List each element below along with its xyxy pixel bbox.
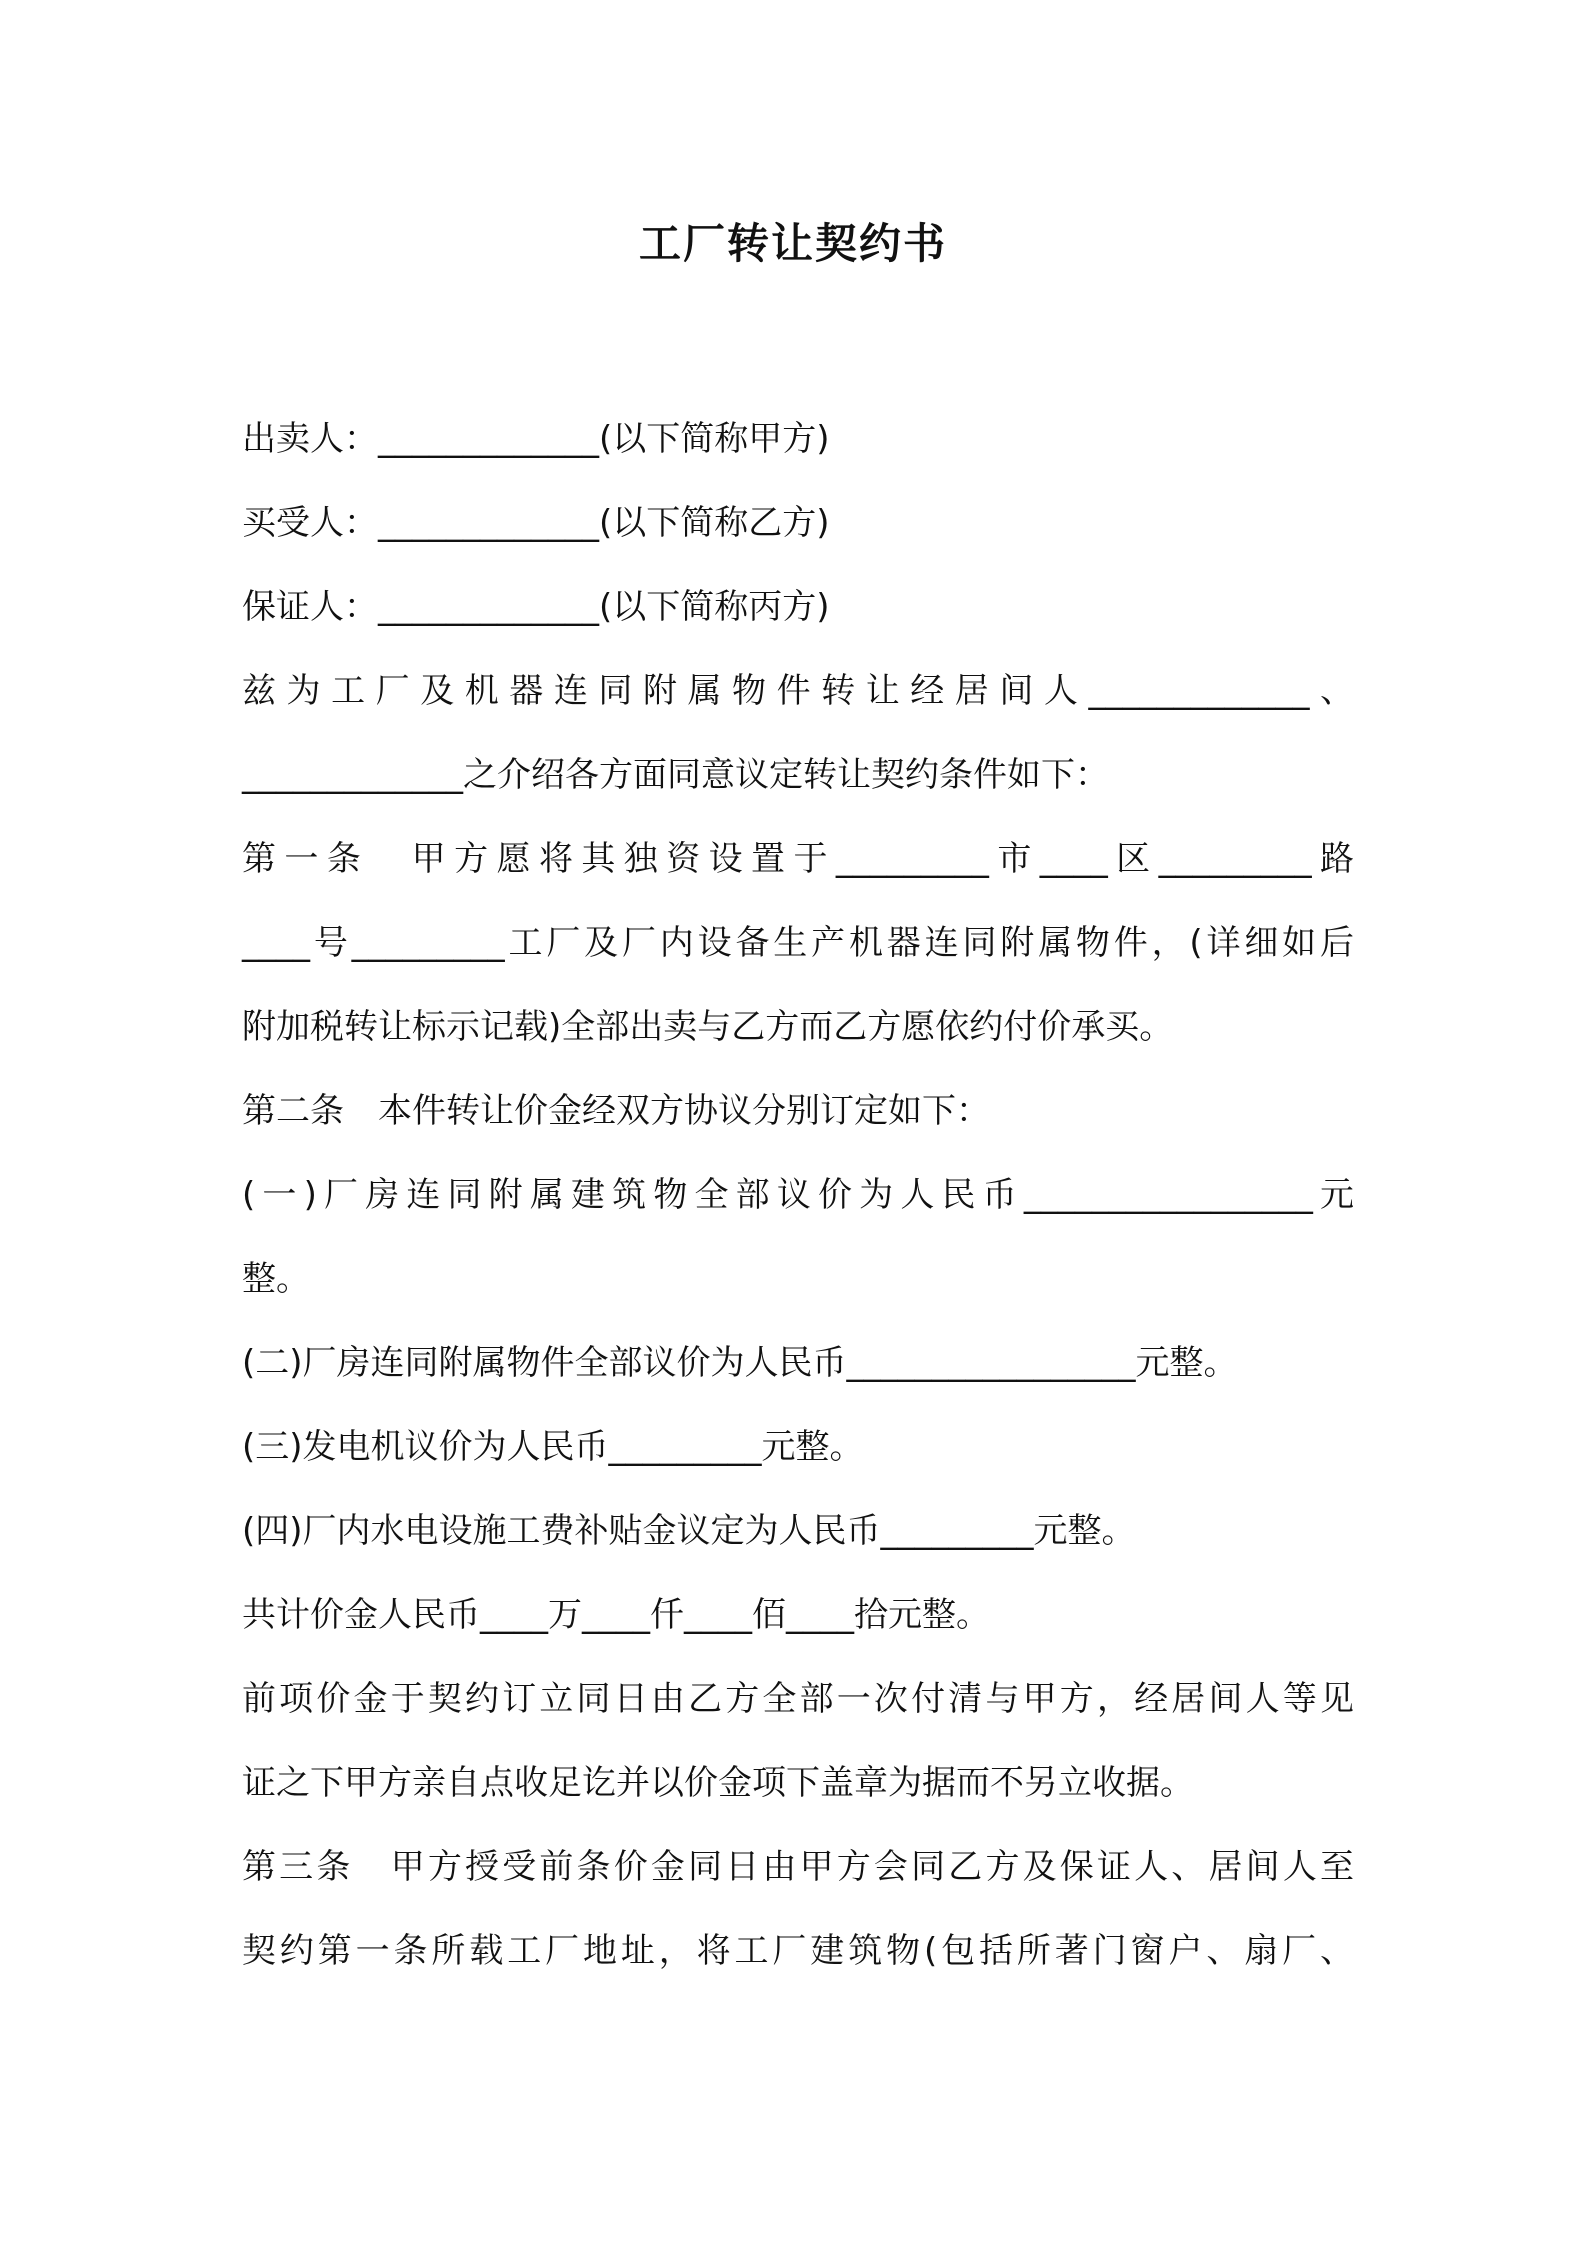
intro-line-2: _____________之介绍各方面同意议定转让契约条件如下：	[242, 755, 1109, 795]
price-item-3: (三)发电机议价为人民币_________元整。	[242, 1427, 864, 1467]
price-item-1-line-2: 整。	[242, 1259, 310, 1299]
article-2-heading: 第二条 本件转让价金经双方协议分别订定如下：	[242, 1091, 990, 1131]
payment-line-1: 前项价金于契约订立同日由乙方全部一次付清与甲方，经居间人等见	[242, 1679, 1354, 1719]
intro-line-1: 兹为工厂及机器连同附属物件转让经居间人_____________、	[242, 671, 1354, 711]
article-3-line-2: 契约第一条所载工厂地址，将工厂建筑物(包括所著门窗户、扇厂、	[242, 1931, 1354, 1971]
price-item-4: (四)厂内水电设施工费补贴金议定为人民币_________元整。	[242, 1511, 1136, 1551]
price-item-1-line-1: (一)厂房连同附属建筑物全部议价为人民币_________________元	[242, 1175, 1354, 1215]
price-total: 共计价金人民币____万____仟____佰____拾元整。	[242, 1595, 990, 1635]
buyer-line: 买受人：_____________(以下简称乙方)	[242, 503, 830, 543]
article-3-line-1: 第三条 甲方授受前条价金同日由甲方会同乙方及保证人、居间人至	[242, 1847, 1354, 1887]
guarantor-line: 保证人：_____________(以下简称丙方)	[242, 587, 830, 627]
seller-line: 出卖人：_____________(以下简称甲方)	[242, 419, 830, 459]
article-1-line-2: ____号_________工厂及厂内设备生产机器连同附属物件，(详细如后	[242, 923, 1354, 963]
article-1-line-3: 附加税转让标示记载)全部出卖与乙方而乙方愿依约付价承买。	[242, 1007, 1174, 1047]
article-1-line-1: 第一条 甲方愿将其独资设置于_________市____区_________路	[242, 839, 1354, 879]
document-title: 工厂转让契约书	[638, 219, 947, 268]
payment-line-2: 证之下甲方亲自点收足讫并以价金项下盖章为据而不另立收据。	[242, 1763, 1194, 1803]
price-item-2: (二)厂房连同附属物件全部议价为人民币_________________元整。	[242, 1343, 1238, 1383]
